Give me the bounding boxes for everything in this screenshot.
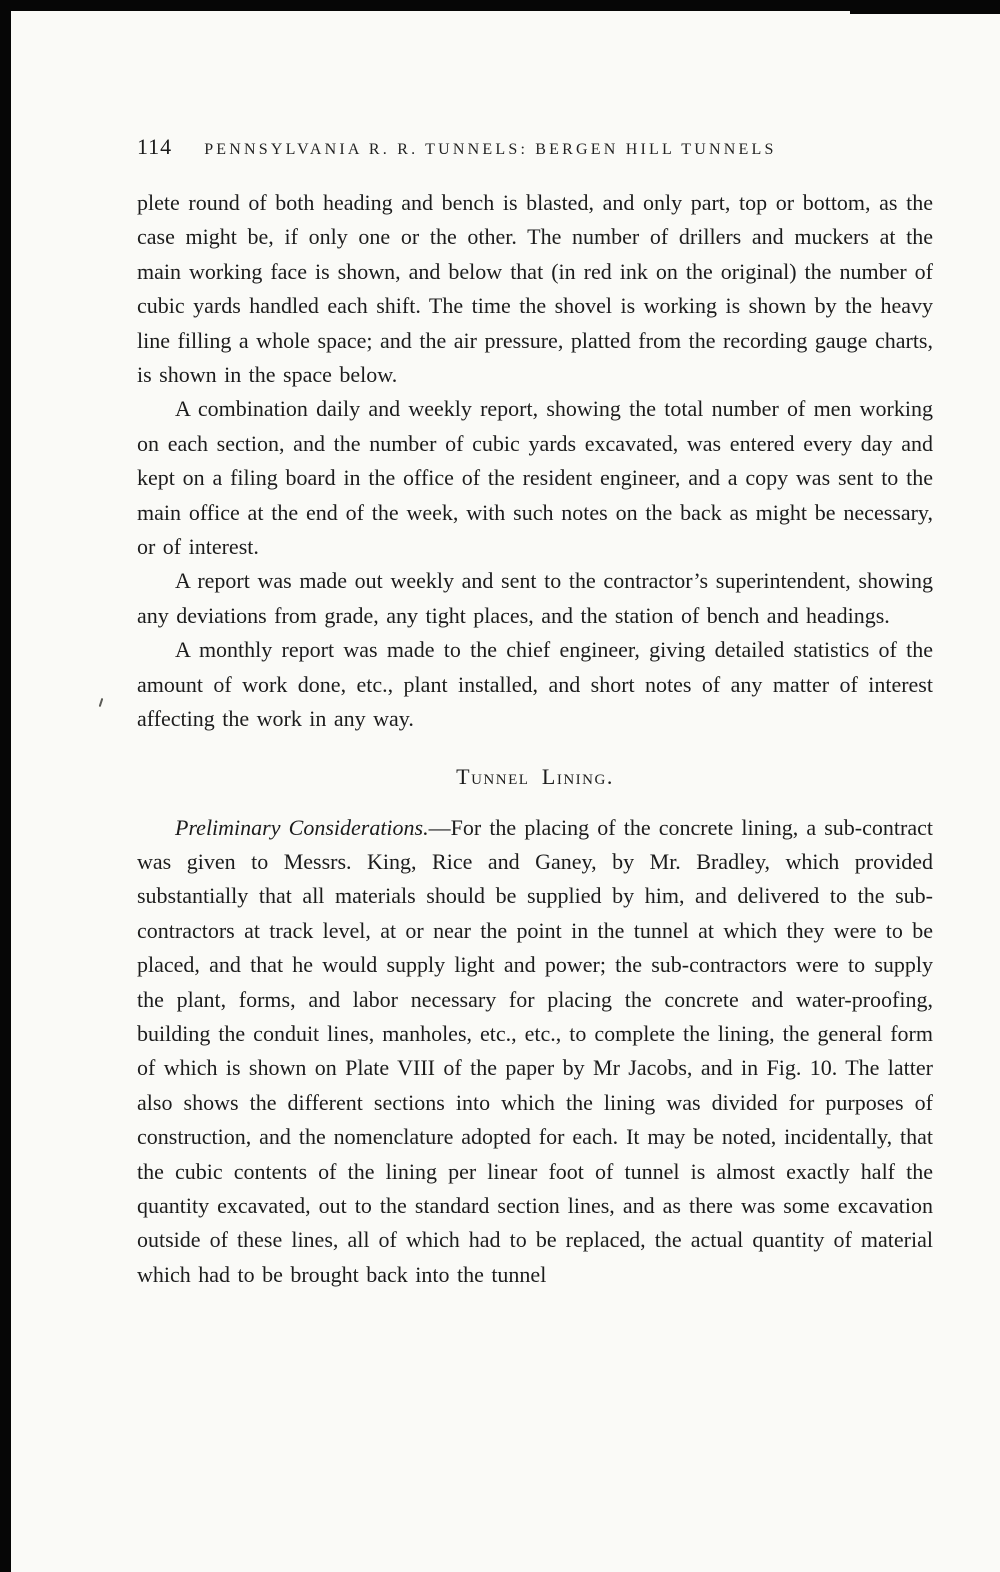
paragraph-combination-report: A combination daily and weekly report, showing the total number of men working on each section, and the number of cubic yards excavated, was entered every day and kept on a filing board in the office of the resident engineer, and a copy was sent to the main office at the end of the week, with such notes on the back as might be necessary, or of interest. (137, 396, 933, 560)
paragraph-continuation: plete round of both heading and bench is blasted, and only part, top or bottom, as the case might be, if only one or the other. The number of drillers and muckers at the main working face is shown, and below that (in red ink on the original) the number of cubic yards handled each shift. The time the shovel is working is shown by the heavy line filling a whole space; and the air pressure, platted from the recording gauge charts, is shown in the space below. (137, 190, 933, 388)
page-content (137, 134, 933, 1292)
page-number: 114 (137, 134, 173, 159)
paragraph-preliminary-considerations (137, 811, 933, 1293)
running-title: PENNSYLVANIA R. R. TUNNELS: BERGEN HILL TUNNELS (204, 141, 777, 158)
margin-mark-artifact (99, 698, 104, 707)
page-header (137, 134, 933, 160)
scan-edge-left (0, 0, 11, 1572)
section-heading-tunnel-lining: Tunnel Lining. (456, 763, 614, 789)
paragraph-weekly-report: A report was made out weekly and sent to the contractor’s superintendent, showing any deviations from grade, any tight places, and the station of bench and headings. (137, 568, 933, 628)
scan-edge-top-right (850, 0, 1000, 14)
paragraph-lead-italic: Preliminary Considerations. (175, 814, 429, 840)
paragraph-monthly-report: A monthly report was made to the chief engineer, giving detailed statistics of the amount of work done, etc., plant installed, and short notes of any matter of interest affecting the work in any way. (137, 637, 933, 732)
paragraph-body-text: —For the placing of the concrete lining, a sub-contract was given to Messrs. King, Rice and Ganey, by Mr. Bradley, which provided substantially that all materials should be supplied by him, and delivered to the sub-contractors at track level, at or near the point in the tunnel at which they were to be placed, and that he would supply light and power; the sub-contractors were to supply the plant, forms, and labor necessary for placing the concrete and water-proofing, building the conduit lines, manholes, etc., etc., to complete the lining, the general form of which is shown on Plate VIII of the paper by Mr Jacobs, and in Fig. 10. The latter also shows the different sections into which the lining was divided for purposes of construction, and the nomenclature adopted for each. It may be noted, incidentally, that the cubic contents of the lining per linear foot of tunnel is almost exactly half the quantity excavated, out to the standard section lines, and as there was some excavation outside of these lines, all of which had to be replaced, the actual quantity of material which had to be brought back into the tunnel (137, 814, 933, 1287)
